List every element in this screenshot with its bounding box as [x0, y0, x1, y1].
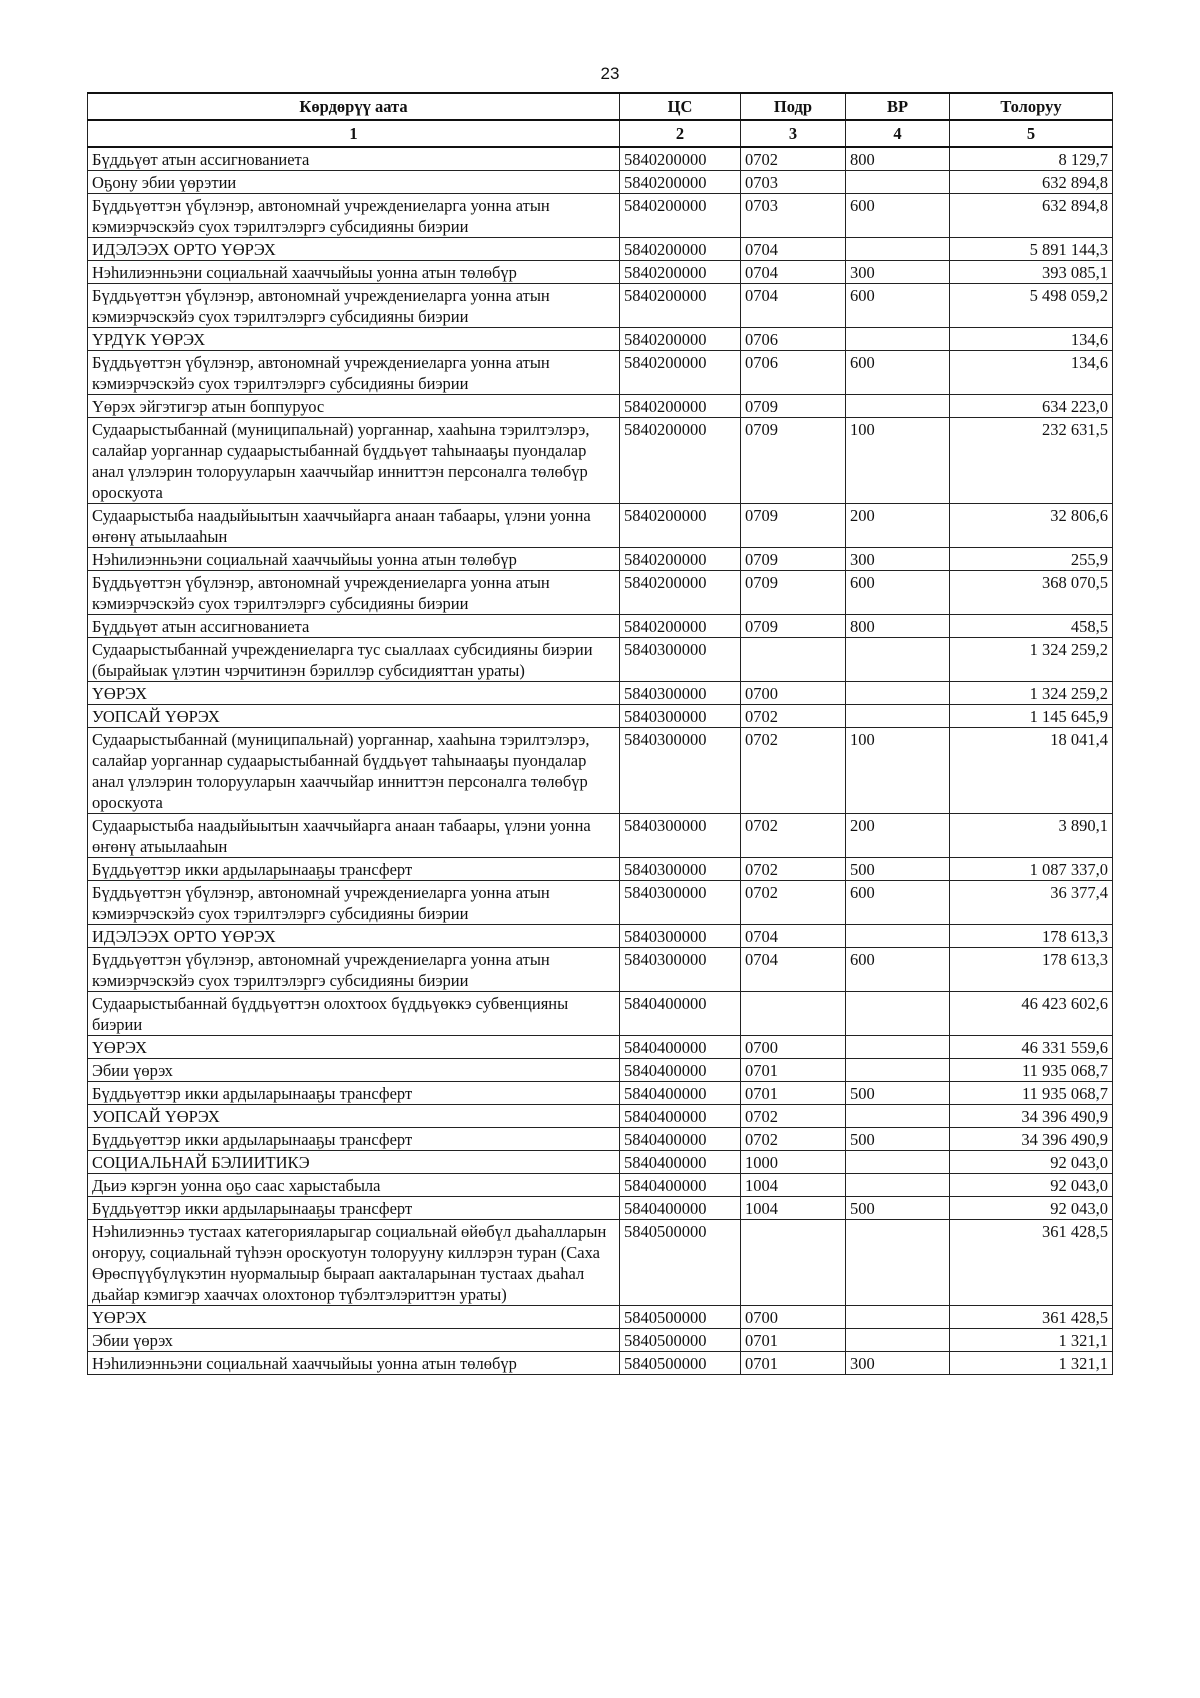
row-cs-code: 5840300000 [620, 728, 741, 814]
row-cs-code: 5840500000 [620, 1306, 741, 1329]
row-vr-code: 100 [846, 728, 950, 814]
row-cs-code: 5840500000 [620, 1352, 741, 1375]
row-name: СОЦИАЛЬНАЙ БЭЛИИТИКЭ [88, 1151, 620, 1174]
table-row [88, 1059, 1113, 1082]
table-row [88, 1174, 1113, 1197]
table-row [88, 261, 1113, 284]
row-cs-code: 5840200000 [620, 147, 741, 171]
table-row [88, 925, 1113, 948]
row-podr-code [741, 992, 846, 1036]
row-cs-code: 5840200000 [620, 328, 741, 351]
table-row [88, 682, 1113, 705]
table-row [88, 1128, 1113, 1151]
row-name: УОПСАЙ ҮӨРЭХ [88, 1105, 620, 1128]
row-vr-code [846, 1059, 950, 1082]
table-row [88, 171, 1113, 194]
row-podr-code: 0702 [741, 1128, 846, 1151]
row-cs-code: 5840400000 [620, 1174, 741, 1197]
row-cs-code: 5840200000 [620, 261, 741, 284]
row-amount: 178 613,3 [950, 925, 1113, 948]
row-vr-code [846, 1105, 950, 1128]
row-amount: 458,5 [950, 615, 1113, 638]
row-cs-code: 5840300000 [620, 638, 741, 682]
table-row [88, 147, 1113, 171]
row-podr-code: 0709 [741, 418, 846, 504]
table-row [88, 1197, 1113, 1220]
row-podr-code: 0702 [741, 1105, 846, 1128]
row-name: ИДЭЛЭЭХ ОРТО ҮӨРЭХ [88, 238, 620, 261]
row-cs-code: 5840200000 [620, 171, 741, 194]
table-row [88, 858, 1113, 881]
row-amount: 36 377,4 [950, 881, 1113, 925]
table-row [88, 284, 1113, 328]
row-vr-code [846, 1329, 950, 1352]
column-number: 5 [950, 120, 1113, 147]
row-cs-code: 5840400000 [620, 1036, 741, 1059]
row-amount: 1 324 259,2 [950, 638, 1113, 682]
row-amount: 178 613,3 [950, 948, 1113, 992]
row-name: Судаарыстыбаннай бүддьүөттэн олохтоох бүддьүөккэ субвенцияны биэрии [88, 992, 620, 1036]
row-cs-code: 5840200000 [620, 284, 741, 328]
row-name: ҮӨРЭХ [88, 1036, 620, 1059]
row-amount: 92 043,0 [950, 1174, 1113, 1197]
row-cs-code: 5840200000 [620, 504, 741, 548]
row-name: ИДЭЛЭЭХ ОРТО ҮӨРЭХ [88, 925, 620, 948]
row-cs-code: 5840400000 [620, 1082, 741, 1105]
row-name: Нэһилиэнньэни социальнай хааччыйыы уонна атын төлөбүр [88, 261, 620, 284]
row-amount: 361 428,5 [950, 1220, 1113, 1306]
row-vr-code [846, 171, 950, 194]
table-row [88, 881, 1113, 925]
row-vr-code: 200 [846, 814, 950, 858]
table-row [88, 728, 1113, 814]
row-name: Бүддьүөттэн үбүлэнэр, автономнай учреждениеларга уонна атын кэмиэрчэскэйэ суох тэрилтэлэргэ субсидияны биэрии [88, 351, 620, 395]
table-row [88, 638, 1113, 682]
row-name: Бүддьүөттэр икки ардыларынааҕы трансферт [88, 1197, 620, 1220]
header-amount: Толоруу [950, 93, 1113, 120]
table-row [88, 238, 1113, 261]
row-cs-code: 5840200000 [620, 351, 741, 395]
row-podr-code: 0702 [741, 881, 846, 925]
table-row [88, 1220, 1113, 1306]
row-cs-code: 5840300000 [620, 881, 741, 925]
row-podr-code: 0709 [741, 395, 846, 418]
row-amount: 32 806,6 [950, 504, 1113, 548]
table-row [88, 705, 1113, 728]
row-amount: 92 043,0 [950, 1151, 1113, 1174]
row-amount: 632 894,8 [950, 171, 1113, 194]
table-row [88, 418, 1113, 504]
row-amount: 232 631,5 [950, 418, 1113, 504]
row-vr-code: 100 [846, 418, 950, 504]
table-row [88, 504, 1113, 548]
row-podr-code: 0702 [741, 147, 846, 171]
row-name: Бүддьүөттэр икки ардыларынааҕы трансферт [88, 858, 620, 881]
row-vr-code [846, 925, 950, 948]
row-podr-code: 0700 [741, 1036, 846, 1059]
row-amount: 632 894,8 [950, 194, 1113, 238]
column-number: 2 [620, 120, 741, 147]
row-cs-code: 5840500000 [620, 1220, 741, 1306]
row-vr-code: 500 [846, 1197, 950, 1220]
row-cs-code: 5840300000 [620, 682, 741, 705]
row-amount: 134,6 [950, 351, 1113, 395]
row-amount: 92 043,0 [950, 1197, 1113, 1220]
row-amount: 134,6 [950, 328, 1113, 351]
row-vr-code [846, 238, 950, 261]
header-podr: Подр [741, 93, 846, 120]
row-cs-code: 5840200000 [620, 615, 741, 638]
row-podr-code [741, 638, 846, 682]
row-podr-code: 0709 [741, 504, 846, 548]
row-podr-code: 1000 [741, 1151, 846, 1174]
row-vr-code [846, 328, 950, 351]
row-podr-code: 0701 [741, 1059, 846, 1082]
row-name: Бүддьүөттэр икки ардыларынааҕы трансферт [88, 1128, 620, 1151]
row-vr-code: 300 [846, 548, 950, 571]
row-vr-code: 600 [846, 194, 950, 238]
row-amount: 368 070,5 [950, 571, 1113, 615]
row-amount: 5 498 059,2 [950, 284, 1113, 328]
row-amount: 3 890,1 [950, 814, 1113, 858]
table-row [88, 328, 1113, 351]
row-cs-code: 5840500000 [620, 1329, 741, 1352]
row-name: Бүддьүөттэн үбүлэнэр, автономнай учреждениеларга уонна атын кэмиэрчэскэйэ суох тэрилтэлэргэ субсидияны биэрии [88, 948, 620, 992]
table-row [88, 571, 1113, 615]
row-podr-code: 0709 [741, 615, 846, 638]
row-vr-code: 600 [846, 284, 950, 328]
row-name: Судаарыстыбаннай (муниципальнай) уорганнар, хааһына тэрилтэлэрэ, салайар уорганнар судаарыстыбаннай бүддьүөт таһынааҕы пуондалар анал үлэлэрин толорууларын хааччыйар инниттэн персоналга төлөбүр ороскуота [88, 418, 620, 504]
header-cs: ЦС [620, 93, 741, 120]
row-vr-code [846, 1174, 950, 1197]
row-amount: 1 145 645,9 [950, 705, 1113, 728]
row-cs-code: 5840300000 [620, 858, 741, 881]
row-vr-code: 800 [846, 615, 950, 638]
row-amount: 11 935 068,7 [950, 1082, 1113, 1105]
row-vr-code: 300 [846, 1352, 950, 1375]
table-row [88, 548, 1113, 571]
row-podr-code: 0703 [741, 171, 846, 194]
column-number: 1 [88, 120, 620, 147]
row-amount: 34 396 490,9 [950, 1105, 1113, 1128]
row-vr-code [846, 682, 950, 705]
row-vr-code [846, 705, 950, 728]
row-name: Бүддьүөттэн үбүлэнэр, автономнай учреждениеларга уонна атын кэмиэрчэскэйэ суох тэрилтэлэргэ субсидияны биэрии [88, 881, 620, 925]
row-vr-code: 200 [846, 504, 950, 548]
row-cs-code: 5840400000 [620, 1059, 741, 1082]
row-name: ҮӨРЭХ [88, 1306, 620, 1329]
table-row [88, 948, 1113, 992]
row-cs-code: 5840300000 [620, 948, 741, 992]
row-cs-code: 5840400000 [620, 1197, 741, 1220]
table-row [88, 395, 1113, 418]
row-podr-code: 0706 [741, 351, 846, 395]
row-podr-code: 0704 [741, 925, 846, 948]
table-row [88, 1306, 1113, 1329]
row-name: Бүддьүөттэн үбүлэнэр, автономнай учреждениеларга уонна атын кэмиэрчэскэйэ суох тэрилтэлэргэ субсидияны биэрии [88, 284, 620, 328]
budget-table [87, 92, 1113, 1375]
row-podr-code: 0702 [741, 858, 846, 881]
row-amount: 393 085,1 [950, 261, 1113, 284]
row-podr-code: 0701 [741, 1329, 846, 1352]
table-row [88, 992, 1113, 1036]
row-podr-code: 1004 [741, 1197, 846, 1220]
row-name: Оҕону эбии үөрэтии [88, 171, 620, 194]
row-podr-code: 0700 [741, 682, 846, 705]
row-name: Бүддьүөттэр икки ардыларынааҕы трансферт [88, 1082, 620, 1105]
row-cs-code: 5840200000 [620, 548, 741, 571]
row-name: Эбии үөрэх [88, 1329, 620, 1352]
row-cs-code: 5840200000 [620, 418, 741, 504]
row-cs-code: 5840300000 [620, 705, 741, 728]
row-vr-code: 500 [846, 1082, 950, 1105]
table-row [88, 1082, 1113, 1105]
table-body [88, 147, 1113, 1375]
row-name: Дьиэ кэргэн уонна оҕо саас харыстабыла [88, 1174, 620, 1197]
row-podr-code: 0704 [741, 238, 846, 261]
row-podr-code: 0704 [741, 948, 846, 992]
row-name: Судаарыстыба наадыйыытын хааччыйарга анаан табаары, үлэни уонна өҥөнү атыылааһын [88, 504, 620, 548]
row-cs-code: 5840400000 [620, 1105, 741, 1128]
row-cs-code: 5840200000 [620, 194, 741, 238]
row-podr-code: 0703 [741, 194, 846, 238]
table-row [88, 1036, 1113, 1059]
row-name: Үөрэх эйгэтигэр атын боппуруос [88, 395, 620, 418]
row-amount: 18 041,4 [950, 728, 1113, 814]
row-amount: 11 935 068,7 [950, 1059, 1113, 1082]
row-name: Нэһилиэнньэни социальнай хааччыйыы уонна атын төлөбүр [88, 548, 620, 571]
row-name: Судаарыстыба наадыйыытын хааччыйарга анаан табаары, үлэни уонна өҥөнү атыылааһын [88, 814, 620, 858]
row-amount: 1 321,1 [950, 1329, 1113, 1352]
row-amount: 255,9 [950, 548, 1113, 571]
table-row [88, 615, 1113, 638]
row-amount: 46 331 559,6 [950, 1036, 1113, 1059]
row-name: Бүддьүөттэн үбүлэнэр, автономнай учреждениеларга уонна атын кэмиэрчэскэйэ суох тэрилтэлэргэ субсидияны биэрии [88, 194, 620, 238]
row-vr-code [846, 1306, 950, 1329]
page-number: 23 [600, 64, 620, 83]
row-podr-code: 0709 [741, 571, 846, 615]
row-podr-code: 0700 [741, 1306, 846, 1329]
table-row [88, 1329, 1113, 1352]
row-cs-code: 5840400000 [620, 992, 741, 1036]
row-vr-code [846, 395, 950, 418]
row-vr-code: 600 [846, 948, 950, 992]
table-row [88, 1151, 1113, 1174]
row-name: Нэһилиэнньэ тустаах категорияларыгар социальнай өйөбүл дьаһалларын оҥоруу, социальнай түһээн ороскуотун толорууну киллэрэн туран (Саха Өрөспүүбүлүкэтин нуормалыыр быраап аакталарынан тустаах дьаһал дьайар кэмигэр хааччах олохтонор түбэлтэлэриттэн ураты) [88, 1220, 620, 1306]
row-podr-code [741, 1220, 846, 1306]
row-cs-code: 5840200000 [620, 571, 741, 615]
column-number: 4 [846, 120, 950, 147]
row-podr-code: 0701 [741, 1352, 846, 1375]
row-vr-code [846, 1151, 950, 1174]
row-cs-code: 5840400000 [620, 1151, 741, 1174]
row-vr-code: 500 [846, 858, 950, 881]
row-cs-code: 5840400000 [620, 1128, 741, 1151]
row-podr-code: 0702 [741, 705, 846, 728]
row-name: ҮӨРЭХ [88, 682, 620, 705]
row-cs-code: 5840300000 [620, 925, 741, 948]
row-vr-code: 800 [846, 147, 950, 171]
row-amount: 5 891 144,3 [950, 238, 1113, 261]
row-vr-code [846, 1036, 950, 1059]
row-vr-code: 500 [846, 1128, 950, 1151]
table-row [88, 1352, 1113, 1375]
row-amount: 46 423 602,6 [950, 992, 1113, 1036]
row-podr-code: 0704 [741, 284, 846, 328]
row-amount: 34 396 490,9 [950, 1128, 1113, 1151]
row-amount: 1 087 337,0 [950, 858, 1113, 881]
column-number: 3 [741, 120, 846, 147]
row-cs-code: 5840200000 [620, 238, 741, 261]
row-amount: 1 321,1 [950, 1352, 1113, 1375]
row-name: Эбии үөрэх [88, 1059, 620, 1082]
table-row [88, 194, 1113, 238]
row-vr-code [846, 1220, 950, 1306]
row-name: УОПСАЙ ҮӨРЭХ [88, 705, 620, 728]
row-name: Нэһилиэнньэни социальнай хааччыйыы уонна атын төлөбүр [88, 1352, 620, 1375]
row-podr-code: 0709 [741, 548, 846, 571]
row-name: Бүддьүөт атын ассигнованиета [88, 147, 620, 171]
row-podr-code: 0706 [741, 328, 846, 351]
row-podr-code: 0704 [741, 261, 846, 284]
row-vr-code [846, 992, 950, 1036]
row-podr-code: 0702 [741, 728, 846, 814]
row-vr-code: 600 [846, 571, 950, 615]
row-podr-code: 1004 [741, 1174, 846, 1197]
row-name: ҮРДҮК ҮӨРЭХ [88, 328, 620, 351]
row-vr-code: 600 [846, 881, 950, 925]
row-podr-code: 0701 [741, 1082, 846, 1105]
row-name: Судаарыстыбаннай учреждениеларга тус сыаллаах субсидияны биэрии (бырайыак үлэтин чэрчитинэн бэриллэр субсидияттан ураты) [88, 638, 620, 682]
header-vr: ВР [846, 93, 950, 120]
table-row [88, 351, 1113, 395]
row-name: Судаарыстыбаннай (муниципальнай) уорганнар, хааһына тэрилтэлэрэ, салайар уорганнар судаарыстыбаннай бүддьүөт таһынааҕы пуондалар анал үлэлэрин толорууларын хааччыйар инниттэн персоналга төлөбүр ороскуота [88, 728, 620, 814]
row-vr-code: 600 [846, 351, 950, 395]
table-row [88, 814, 1113, 858]
row-cs-code: 5840200000 [620, 395, 741, 418]
row-cs-code: 5840300000 [620, 814, 741, 858]
table-row [88, 1105, 1113, 1128]
row-amount: 634 223,0 [950, 395, 1113, 418]
row-vr-code [846, 638, 950, 682]
row-amount: 8 129,7 [950, 147, 1113, 171]
row-name: Бүддьүөт атын ассигнованиета [88, 615, 620, 638]
column-number-row [88, 120, 1113, 147]
row-vr-code: 300 [846, 261, 950, 284]
header-indicator-name: Көрдөрүү аата [88, 93, 620, 120]
row-name: Бүддьүөттэн үбүлэнэр, автономнай учреждениеларга уонна атын кэмиэрчэскэйэ суох тэрилтэлэргэ субсидияны биэрии [88, 571, 620, 615]
row-amount: 361 428,5 [950, 1306, 1113, 1329]
row-amount: 1 324 259,2 [950, 682, 1113, 705]
row-podr-code: 0702 [741, 814, 846, 858]
table-header-row [88, 93, 1113, 120]
